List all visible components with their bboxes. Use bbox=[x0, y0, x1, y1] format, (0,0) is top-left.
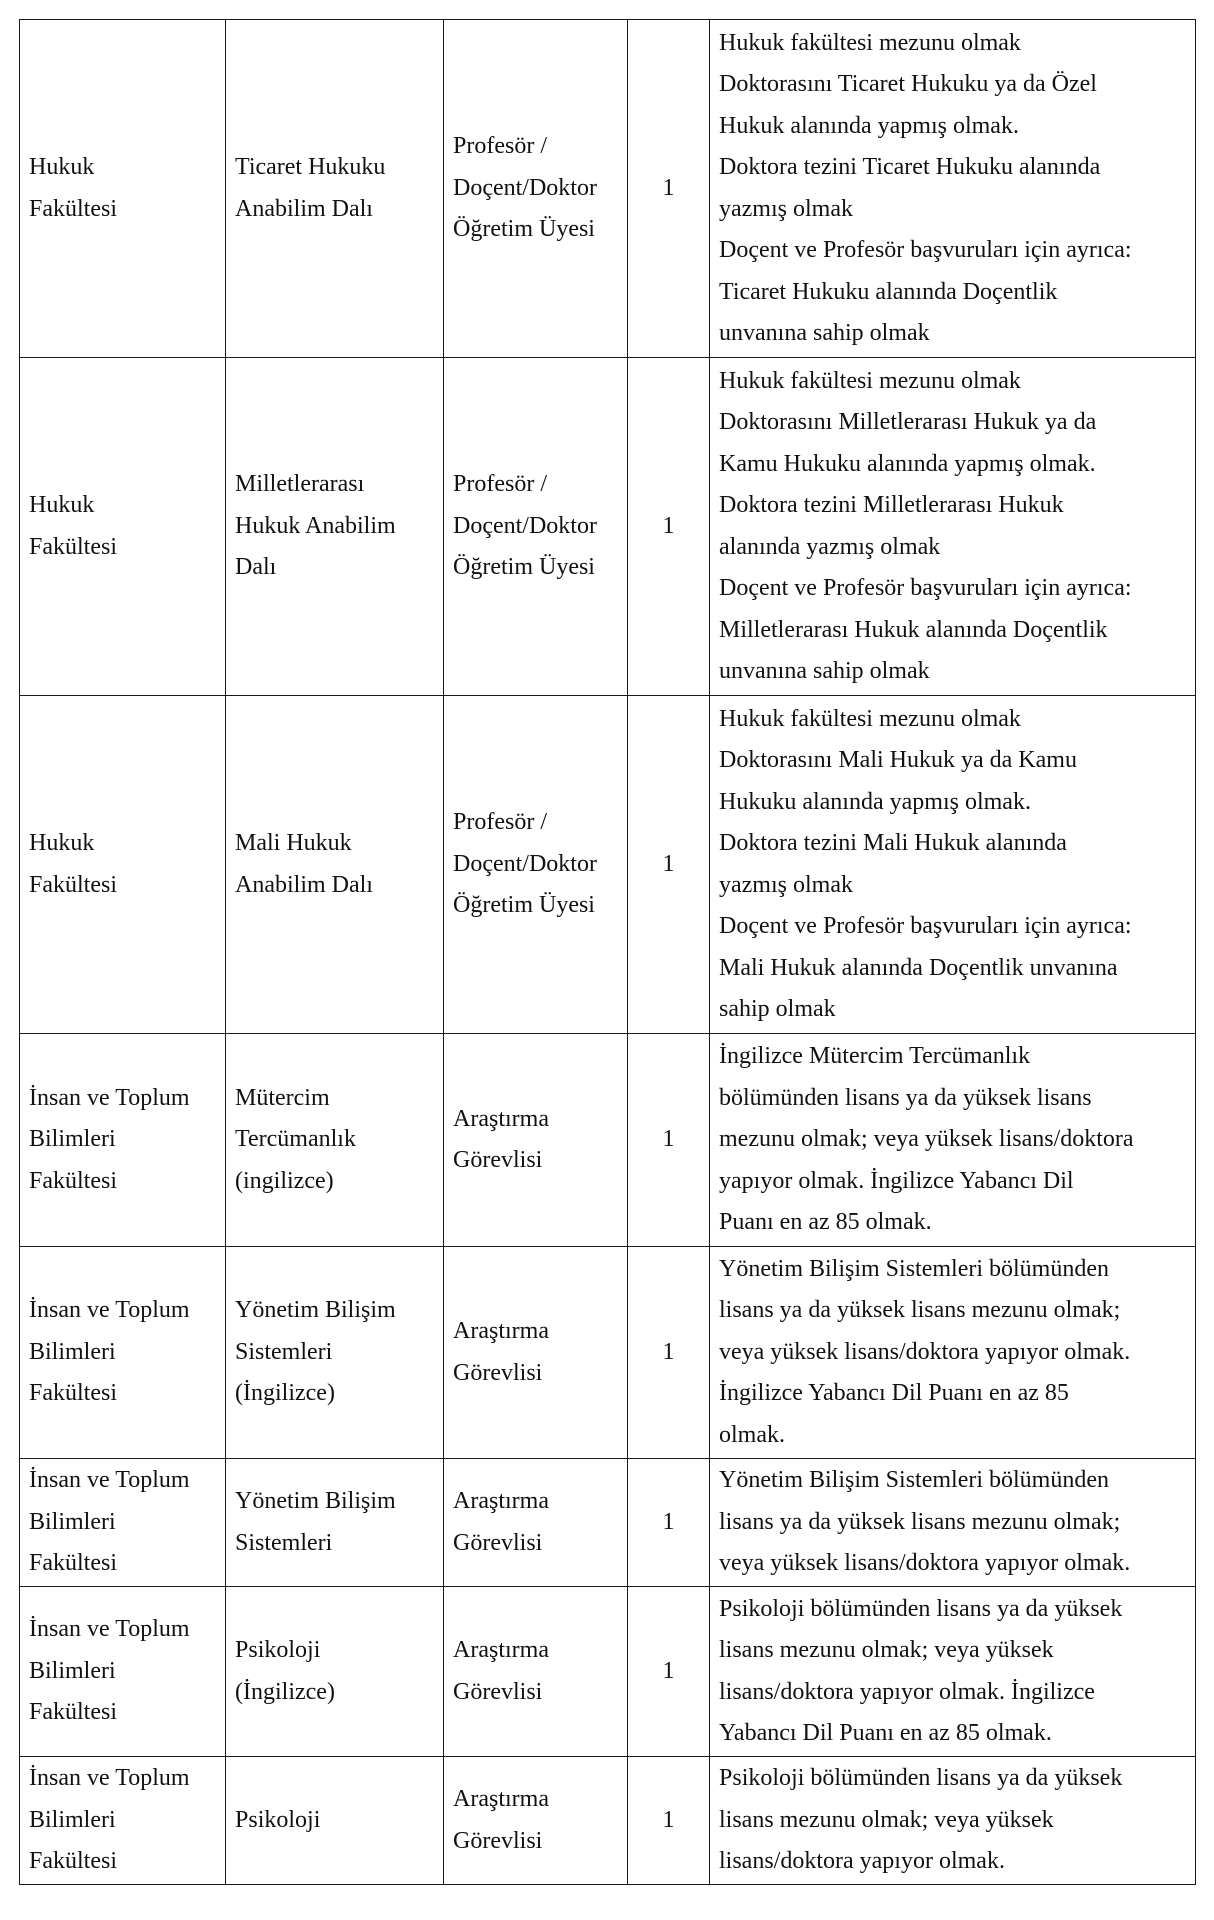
faculty-line: Bilimleri bbox=[29, 1806, 116, 1833]
faculty-cell bbox=[20, 1459, 226, 1587]
title-line: Öğretim Üyesi bbox=[453, 554, 595, 581]
title-line: Öğretim Üyesi bbox=[453, 892, 595, 919]
department-line: Sistemleri bbox=[235, 1338, 333, 1365]
faculty-cell bbox=[20, 1587, 226, 1757]
table-row bbox=[20, 358, 1196, 696]
count-cell: 1 bbox=[628, 20, 710, 358]
title-line: Profesör / bbox=[453, 809, 547, 836]
table-row bbox=[20, 1757, 1196, 1885]
title-line: Araştırma bbox=[453, 1637, 549, 1663]
title-line: Araştırma bbox=[453, 1488, 549, 1514]
requirement-line: veya yüksek lisans/doktora yapıyor olmak. bbox=[719, 1550, 1131, 1577]
department-cell bbox=[226, 696, 444, 1034]
faculty-line: İnsan ve Toplum bbox=[29, 1297, 190, 1324]
faculty-line: Hukuk bbox=[29, 830, 95, 856]
title-cell bbox=[444, 696, 628, 1034]
table-row bbox=[20, 1459, 1196, 1587]
department-line: (İngilizce) bbox=[235, 1678, 335, 1705]
department-cell bbox=[226, 1459, 444, 1587]
requirement-line: alanında yazmış olmak bbox=[719, 533, 941, 560]
faculty-line: Hukuk bbox=[29, 492, 95, 518]
title-line: Araştırma bbox=[453, 1318, 549, 1344]
requirement-line: İngilizce Yabancı Dil Puanı en az 85 bbox=[719, 1380, 1069, 1407]
department-cell bbox=[226, 1757, 444, 1885]
requirement-line: veya yüksek lisans/doktora yapıyor olmak. bbox=[719, 1338, 1131, 1365]
title-cell bbox=[444, 20, 628, 358]
department-line: Yönetim Bilişim bbox=[235, 1297, 396, 1324]
department-line: (İngilizce) bbox=[235, 1380, 335, 1407]
department-cell bbox=[226, 358, 444, 696]
title-line: Doçent/Doktor bbox=[453, 512, 597, 539]
department-line: Psikoloji bbox=[235, 1806, 321, 1833]
requirements-cell bbox=[710, 20, 1196, 358]
department-line: Yönetim Bilişim bbox=[235, 1488, 396, 1514]
faculty-line: Fakültesi bbox=[29, 871, 117, 898]
table-row bbox=[20, 20, 1196, 358]
title-line: Araştırma bbox=[453, 1786, 549, 1812]
requirement-line: Mali Hukuk alanında Doçentlik unvanına bbox=[719, 954, 1118, 981]
requirement-line: yapıyor olmak. İngilizce Yabancı Dil bbox=[719, 1167, 1074, 1194]
department-line: Tercümanlık bbox=[235, 1126, 356, 1153]
department-line: Mali Hukuk bbox=[235, 830, 352, 856]
requirement-line: İngilizce Mütercim Tercümanlık bbox=[719, 1043, 1031, 1070]
requirement-line: yazmış olmak bbox=[719, 871, 853, 898]
requirements-cell bbox=[710, 358, 1196, 696]
title-cell bbox=[444, 1757, 628, 1885]
title-cell bbox=[444, 358, 628, 696]
requirements-cell bbox=[710, 696, 1196, 1034]
requirement-line: lisans mezunu olmak; veya yüksek bbox=[719, 1806, 1054, 1833]
title-line: Öğretim Üyesi bbox=[453, 216, 595, 243]
faculty-line: Bilimleri bbox=[29, 1338, 116, 1365]
title-line: Görevlisi bbox=[453, 1529, 543, 1556]
department-cell bbox=[226, 1587, 444, 1757]
faculty-line: Fakültesi bbox=[29, 1699, 117, 1726]
faculty-cell bbox=[20, 1247, 226, 1459]
faculty-line: Fakültesi bbox=[29, 1550, 117, 1577]
requirement-line: mezunu olmak; veya yüksek lisans/doktora bbox=[719, 1126, 1134, 1153]
requirement-line: unvanına sahip olmak bbox=[719, 658, 930, 684]
requirement-line: Doçent ve Profesör başvuruları için ayrıca: bbox=[719, 237, 1132, 263]
department-line: Psikoloji bbox=[235, 1637, 321, 1663]
requirement-line: Yönetim Bilişim Sistemleri bölümünden bbox=[719, 1255, 1109, 1282]
title-line: Görevlisi bbox=[453, 1827, 543, 1854]
requirement-line: Doktora tezini Milletlerarası Hukuk bbox=[719, 492, 1064, 518]
requirement-line: Hukuku alanında yapmış olmak. bbox=[719, 788, 1031, 815]
department-line: (ingilizce) bbox=[235, 1167, 334, 1194]
faculty-line: Fakültesi bbox=[29, 1380, 117, 1407]
requirement-line: Hukuk fakültesi mezunu olmak bbox=[719, 367, 1021, 394]
title-line: Doçent/Doktor bbox=[453, 174, 597, 201]
department-line: Dalı bbox=[235, 554, 277, 581]
department-cell bbox=[226, 20, 444, 358]
title-line: Görevlisi bbox=[453, 1147, 543, 1173]
department-cell bbox=[226, 1247, 444, 1459]
faculty-line: İnsan ve Toplum bbox=[29, 1084, 190, 1111]
faculty-line: Bilimleri bbox=[29, 1657, 116, 1684]
title-cell bbox=[444, 1034, 628, 1247]
requirement-line: Doçent ve Profesör başvuruları için ayrıca: bbox=[719, 913, 1132, 939]
faculty-line: İnsan ve Toplum bbox=[29, 1616, 190, 1643]
faculty-cell bbox=[20, 358, 226, 696]
table-body bbox=[20, 20, 1196, 1885]
requirement-line: Yönetim Bilişim Sistemleri bölümünden bbox=[719, 1467, 1109, 1494]
table-row bbox=[20, 696, 1196, 1034]
title-cell bbox=[444, 1587, 628, 1757]
requirement-line: Psikoloji bölümünden lisans ya da yüksek bbox=[719, 1765, 1123, 1792]
faculty-line: Fakültesi bbox=[29, 1167, 117, 1194]
requirement-line: yazmış olmak bbox=[719, 195, 853, 222]
count-cell: 1 bbox=[628, 1034, 710, 1247]
requirement-line: Puanı en az 85 olmak. bbox=[719, 1209, 932, 1236]
requirement-line: Ticaret Hukuku alanında Doçentlik bbox=[719, 278, 1058, 305]
title-line: Doçent/Doktor bbox=[453, 850, 597, 877]
job-listing-table bbox=[19, 19, 1196, 1885]
table-row bbox=[20, 1034, 1196, 1247]
requirement-line: Hukuk alanında yapmış olmak. bbox=[719, 112, 1019, 139]
requirement-line: Doktorasını Milletlerarası Hukuk ya da bbox=[719, 409, 1097, 435]
title-line: Görevlisi bbox=[453, 1678, 543, 1705]
department-line: Ticaret Hukuku bbox=[235, 154, 386, 180]
requirement-line: lisans ya da yüksek lisans mezunu olmak; bbox=[719, 1508, 1121, 1535]
faculty-line: Hukuk bbox=[29, 154, 95, 180]
department-line: Hukuk Anabilim bbox=[235, 512, 396, 539]
title-line: Araştırma bbox=[453, 1105, 549, 1132]
requirement-line: bölümünden lisans ya da yüksek lisans bbox=[719, 1084, 1092, 1111]
requirement-line: Yabancı Dil Puanı en az 85 olmak. bbox=[719, 1720, 1052, 1746]
requirements-cell bbox=[710, 1034, 1196, 1247]
department-line: Anabilim Dalı bbox=[235, 195, 373, 222]
requirements-cell bbox=[710, 1459, 1196, 1587]
requirements-cell bbox=[710, 1757, 1196, 1885]
requirement-line: olmak. bbox=[719, 1421, 785, 1448]
faculty-cell bbox=[20, 20, 226, 358]
department-line: Sistemleri bbox=[235, 1529, 333, 1556]
title-line: Görevlisi bbox=[453, 1359, 543, 1386]
requirement-line: Milletlerarası Hukuk alanında Doçentlik bbox=[719, 616, 1108, 643]
department-line: Milletlerarası bbox=[235, 471, 365, 498]
table-row bbox=[20, 1587, 1196, 1757]
requirement-line: Hukuk fakültesi mezunu olmak bbox=[719, 29, 1021, 56]
requirement-line: lisans/doktora yapıyor olmak. bbox=[719, 1848, 1005, 1875]
table-row bbox=[20, 1247, 1196, 1459]
faculty-cell bbox=[20, 696, 226, 1034]
department-line: Anabilim Dalı bbox=[235, 871, 373, 898]
count-cell: 1 bbox=[628, 1459, 710, 1587]
count-cell: 1 bbox=[628, 1587, 710, 1757]
requirement-line: Hukuk fakültesi mezunu olmak bbox=[719, 705, 1021, 732]
faculty-cell bbox=[20, 1034, 226, 1247]
count-cell: 1 bbox=[628, 1757, 710, 1885]
title-cell bbox=[444, 1247, 628, 1459]
requirement-line: lisans ya da yüksek lisans mezunu olmak; bbox=[719, 1297, 1121, 1324]
requirement-line: Doçent ve Profesör başvuruları için ayrıca: bbox=[719, 575, 1132, 601]
requirement-line: sahip olmak bbox=[719, 996, 836, 1022]
department-cell bbox=[226, 1034, 444, 1247]
requirement-line: lisans mezunu olmak; veya yüksek bbox=[719, 1637, 1054, 1663]
count-cell: 1 bbox=[628, 1247, 710, 1459]
requirement-line: Doktora tezini Ticaret Hukuku alanında bbox=[719, 154, 1101, 180]
faculty-line: İnsan ve Toplum bbox=[29, 1467, 190, 1494]
faculty-line: Fakültesi bbox=[29, 1848, 117, 1875]
faculty-line: İnsan ve Toplum bbox=[29, 1765, 190, 1792]
count-cell: 1 bbox=[628, 358, 710, 696]
faculty-line: Bilimleri bbox=[29, 1508, 116, 1535]
count-cell: 1 bbox=[628, 696, 710, 1034]
faculty-line: Fakültesi bbox=[29, 533, 117, 560]
requirements-cell bbox=[710, 1587, 1196, 1757]
requirement-line: Kamu Hukuku alanında yapmış olmak. bbox=[719, 450, 1096, 477]
department-line: Mütercim bbox=[235, 1084, 330, 1111]
requirements-cell bbox=[710, 1247, 1196, 1459]
title-line: Profesör / bbox=[453, 133, 547, 160]
requirement-line: unvanına sahip olmak bbox=[719, 320, 930, 346]
faculty-line: Fakültesi bbox=[29, 195, 117, 222]
requirement-line: Psikoloji bölümünden lisans ya da yüksek bbox=[719, 1595, 1123, 1622]
requirement-line: lisans/doktora yapıyor olmak. İngilizce bbox=[719, 1678, 1095, 1705]
faculty-cell bbox=[20, 1757, 226, 1885]
requirement-line: Doktorasını Mali Hukuk ya da Kamu bbox=[719, 747, 1077, 773]
faculty-line: Bilimleri bbox=[29, 1126, 116, 1153]
requirement-line: Doktora tezini Mali Hukuk alanında bbox=[719, 830, 1067, 856]
title-line: Profesör / bbox=[453, 471, 547, 498]
title-cell bbox=[444, 1459, 628, 1587]
requirement-line: Doktorasını Ticaret Hukuku ya da Özel bbox=[719, 71, 1097, 97]
